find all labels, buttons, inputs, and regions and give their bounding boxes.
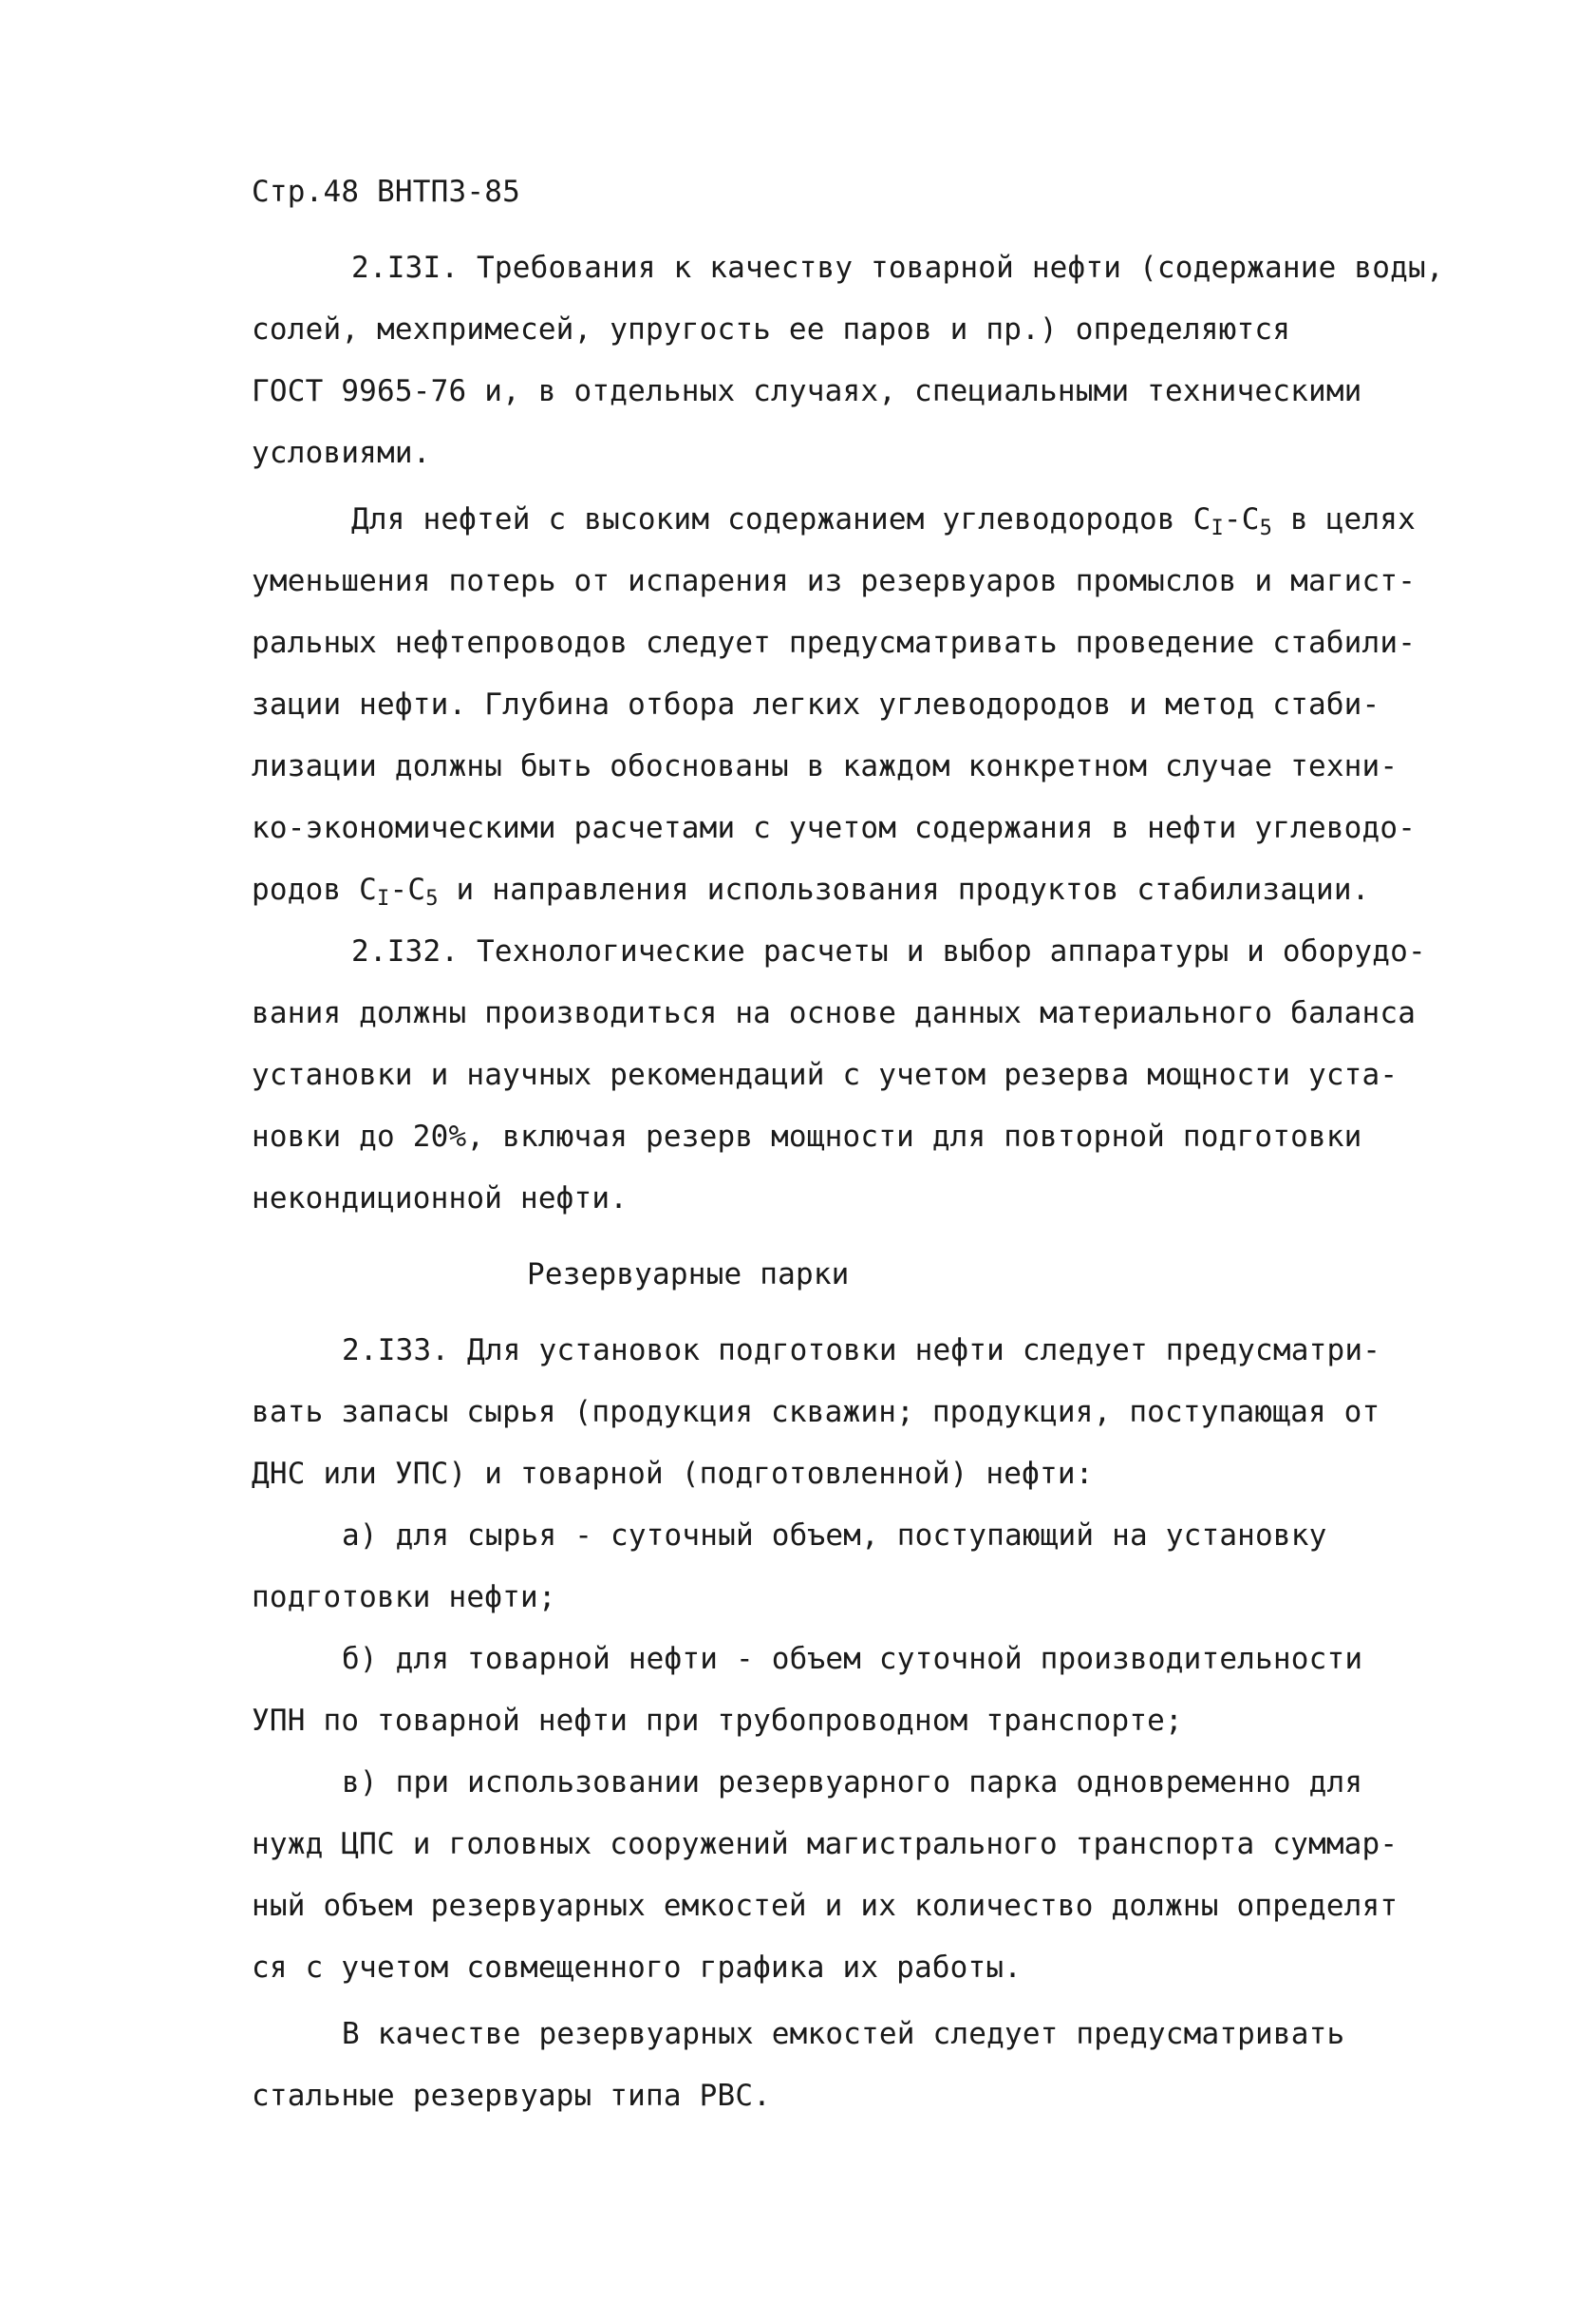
- subscript-5: 5: [1259, 517, 1273, 540]
- para-132-line-3: установки и научных рекомендаций с учетом резерва мощности уста-: [252, 1058, 1399, 1092]
- subscript-5: 5: [425, 887, 439, 911]
- para-133-line-2: вать запасы сырья (продукция скважин; продукция, поступающая от: [252, 1395, 1380, 1429]
- item-b-line-1: б) для товарной нефти - объем суточной производительности: [342, 1642, 1363, 1676]
- item-a-line-1: а) для сырья - суточный объем, поступающий на установку: [342, 1518, 1327, 1553]
- para-stab-line-3: ральных нефтепроводов следует предусматривать проведение стабили-: [252, 626, 1417, 660]
- para-132-line-2: вания должны производиться на основе данных материального баланса: [252, 996, 1417, 1030]
- para-133-line-3: ДНС или УПС) и товарной (подготовленной) нефти:: [252, 1457, 1094, 1491]
- para-stab-line-4: зации нефти. Глубина отбора легких углеводородов и метод стаби-: [252, 688, 1380, 722]
- para-132-line-4: новки до 20%, включая резерв мощности для повторной подготовки: [252, 1120, 1362, 1154]
- item-v-line-2: нужд ЦПС и головных сооружений магистрального транспорта суммар-: [252, 1827, 1399, 1861]
- para-131-line-2: солей, мехпримесей, упругость ее паров и пр.) определяются: [252, 312, 1291, 347]
- para-stab-line-7: [252, 871, 1370, 909]
- para-stab-line-2: уменьшения потерь от испарения из резервуаров промыслов и магист-: [252, 564, 1417, 598]
- para-131-line-1: 2.I3I. Требования к качеству товарной нефти (содержание воды,: [351, 251, 1444, 285]
- para-stab-line-7-post: и направления использования продуктов стабилизации.: [438, 873, 1370, 907]
- subscript-1: I: [377, 887, 390, 911]
- subscript-1: I: [1211, 517, 1224, 540]
- para-132-line-1: 2.I32. Технологические расчеты и выбор аппаратуры и оборудо-: [351, 934, 1426, 969]
- para-stab-line-7-mid: -С: [389, 873, 426, 907]
- para-stab-line-1: [351, 500, 1416, 538]
- para-stab-line-1-pre: Для нефтей с высоким содержанием углеводородов С: [351, 502, 1211, 537]
- para-stab-line-7-pre: родов С: [252, 873, 378, 907]
- para-final-line-2: стальные резервуары типа РВС.: [252, 2079, 772, 2113]
- item-v-line-1: в) при использовании резервуарного парка одновременно для: [342, 1765, 1363, 1800]
- para-final-line-1: В качестве резервуарных емкостей следует предусматривать: [342, 2017, 1345, 2051]
- para-stab-line-6: ко-экономическими расчетами с учетом содержания в нефти углеводо-: [252, 811, 1417, 845]
- item-b-line-2: УПН по товарной нефти при трубопроводном транспорте;: [252, 1704, 1183, 1738]
- item-a-line-2: подготовки нефти;: [252, 1580, 556, 1614]
- para-131-line-3: ГОСТ 9965-76 и, в отдельных случаях, специальными техническими: [252, 374, 1362, 408]
- item-v-line-4: ся с учетом совмещенного графика их работы.: [252, 1950, 1023, 1985]
- item-v-line-3: ный объем резервуарных емкостей и их количество должны определят: [252, 1889, 1399, 1923]
- page-header: Стр.48 ВНТПЗ-85: [252, 175, 520, 209]
- para-stab-line-5: лизации должны быть обоснованы в каждом конкретном случае техни-: [252, 749, 1399, 783]
- para-132-line-5: некондиционной нефти.: [252, 1181, 629, 1215]
- para-131-line-4: условиями.: [252, 436, 431, 470]
- para-stab-line-1-mid: -С: [1223, 502, 1260, 537]
- para-stab-line-1-post: в целях: [1272, 502, 1417, 537]
- para-133-line-1: 2.I33. Для установок подготовки нефти следует предусматри-: [342, 1333, 1381, 1367]
- section-title: Резервуарные парки: [527, 1257, 850, 1291]
